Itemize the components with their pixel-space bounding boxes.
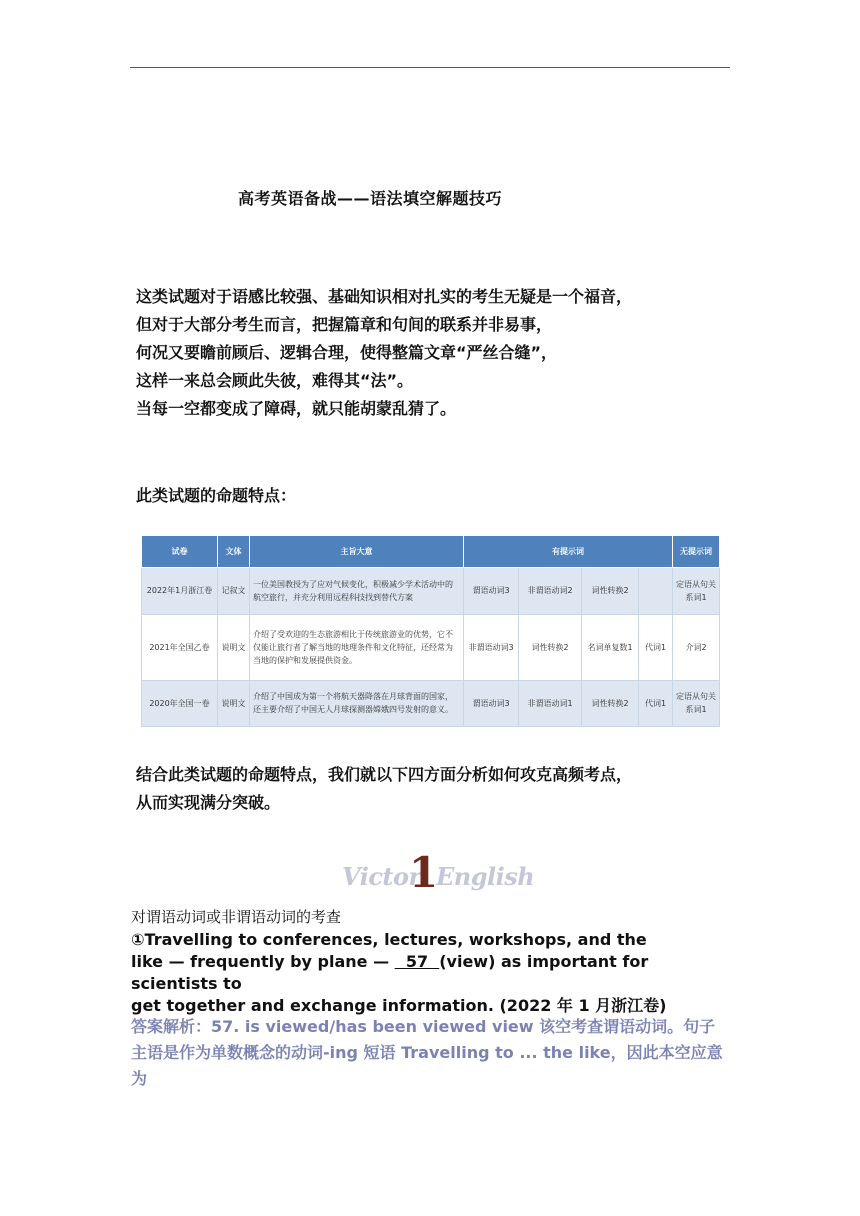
cell-hint: 谓语动词3 bbox=[464, 568, 519, 615]
cell-hint: 名词单复数1 bbox=[582, 614, 639, 680]
section-label: 此类试题的命题特点： bbox=[136, 486, 297, 505]
cell-hint: 词性转换2 bbox=[519, 614, 582, 680]
cell-genre: 说明文 bbox=[218, 614, 250, 680]
cell-unhinted: 定语从句关系词1 bbox=[673, 680, 720, 727]
logo-word-right: English bbox=[436, 862, 535, 891]
intro-line: 当每一空都变成了障碍，就只能胡蒙乱猜了。 bbox=[136, 399, 457, 418]
header-genre: 文体 bbox=[218, 536, 250, 568]
cell-hint: 代词1 bbox=[639, 614, 673, 680]
answer-blank: 57 bbox=[394, 952, 440, 971]
table-row bbox=[142, 568, 720, 615]
cell-topic: 介绍了中国成为第一个将航天器降落在月球背面的国家，还主要介绍了中国无人月球探测器嫦娥四号发射的意义。 bbox=[250, 680, 464, 727]
page-title: 高考英语备战——语法填空解题技巧 bbox=[238, 189, 503, 208]
question-heading: 对谓语动词或非谓语动词的考查 bbox=[131, 908, 342, 926]
question-text bbox=[131, 929, 731, 1017]
question-line: get together and exchange information. (2022 年 1 月浙江卷) bbox=[131, 996, 667, 1015]
intro-line: 这类试题对于语感比较强、基础知识相对扎实的考生无疑是一个福音， bbox=[136, 287, 633, 306]
header-rule bbox=[130, 67, 730, 68]
cell-paper: 2022年1月浙江卷 bbox=[142, 568, 218, 615]
conclusion-line: 结合此类试题的命题特点，我们就以下四方面分析如何攻克高频考点， bbox=[136, 765, 633, 784]
question-line-text: like — frequently by plane — bbox=[131, 952, 395, 971]
cell-hint bbox=[639, 568, 673, 615]
cell-genre: 说明文 bbox=[218, 680, 250, 727]
table-row bbox=[142, 614, 720, 680]
intro-line: 但对于大部分考生而言，把握篇章和句间的联系并非易事， bbox=[136, 315, 553, 334]
cell-hint: 非谓语动词2 bbox=[519, 568, 582, 615]
cell-paper: 2021年全国乙卷 bbox=[142, 614, 218, 680]
cell-topic: 介绍了受欢迎的生态旅游相比于传统旅游业的优势，它不仅能让旅行者了解当地的地理条件和文化特征，还经常为当地的保护和发展提供资金。 bbox=[250, 614, 464, 680]
question-line bbox=[131, 951, 731, 995]
cell-hint: 词性转换2 bbox=[582, 568, 639, 615]
header-topic: 主旨大意 bbox=[250, 536, 464, 568]
cell-hint: 非谓语动词3 bbox=[464, 614, 519, 680]
cell-unhinted: 介词2 bbox=[673, 614, 720, 680]
cell-topic: 一位美国教授为了应对气候变化，积极减少学术活动中的航空旅行，并充分利用远程科技找到替代方案 bbox=[250, 568, 464, 615]
cell-unhinted: 定语从句关系词1 bbox=[673, 568, 720, 615]
conclusion-line: 从而实现满分突破。 bbox=[136, 793, 281, 812]
cell-paper: 2020年全国一卷 bbox=[142, 680, 218, 727]
header-unhinted: 无提示词 bbox=[673, 536, 720, 568]
exam-features-table bbox=[141, 535, 720, 727]
logo-number: 1 bbox=[409, 848, 439, 897]
cell-hint: 词性转换2 bbox=[582, 680, 639, 727]
intro-line: 何况又要瞻前顾后、逻辑合理，使得整篇文章“严丝合缝”， bbox=[136, 343, 558, 362]
intro-line: 这样一来总会顾此失彼，难得其“法”。 bbox=[136, 371, 414, 390]
victor-english-logo bbox=[342, 848, 535, 897]
table-header-row bbox=[142, 536, 720, 568]
cell-genre: 记叙文 bbox=[218, 568, 250, 615]
header-paper: 试卷 bbox=[142, 536, 218, 568]
question-line-text: (view) as important for scientists to bbox=[131, 952, 649, 993]
conclusion-paragraph bbox=[136, 761, 632, 817]
cell-hint: 非谓语动词1 bbox=[519, 680, 582, 727]
cell-hint: 代词1 bbox=[639, 680, 673, 727]
answer-explanation: 答案解析：57. is viewed/has been viewed view 该空考查谓语动词。句子主语是作为单数概念的动词-ing 短语 Travelling to ... the like，因此本空应意为 bbox=[131, 1017, 723, 1088]
header-hinted: 有提示词 bbox=[464, 536, 673, 568]
cell-hint: 谓语动词3 bbox=[464, 680, 519, 727]
logo-word-left: Victor bbox=[342, 862, 421, 891]
intro-paragraph bbox=[136, 283, 632, 423]
table-row bbox=[142, 680, 720, 727]
question-line: ①Travelling to conferences, lectures, workshops, and the bbox=[131, 930, 647, 949]
